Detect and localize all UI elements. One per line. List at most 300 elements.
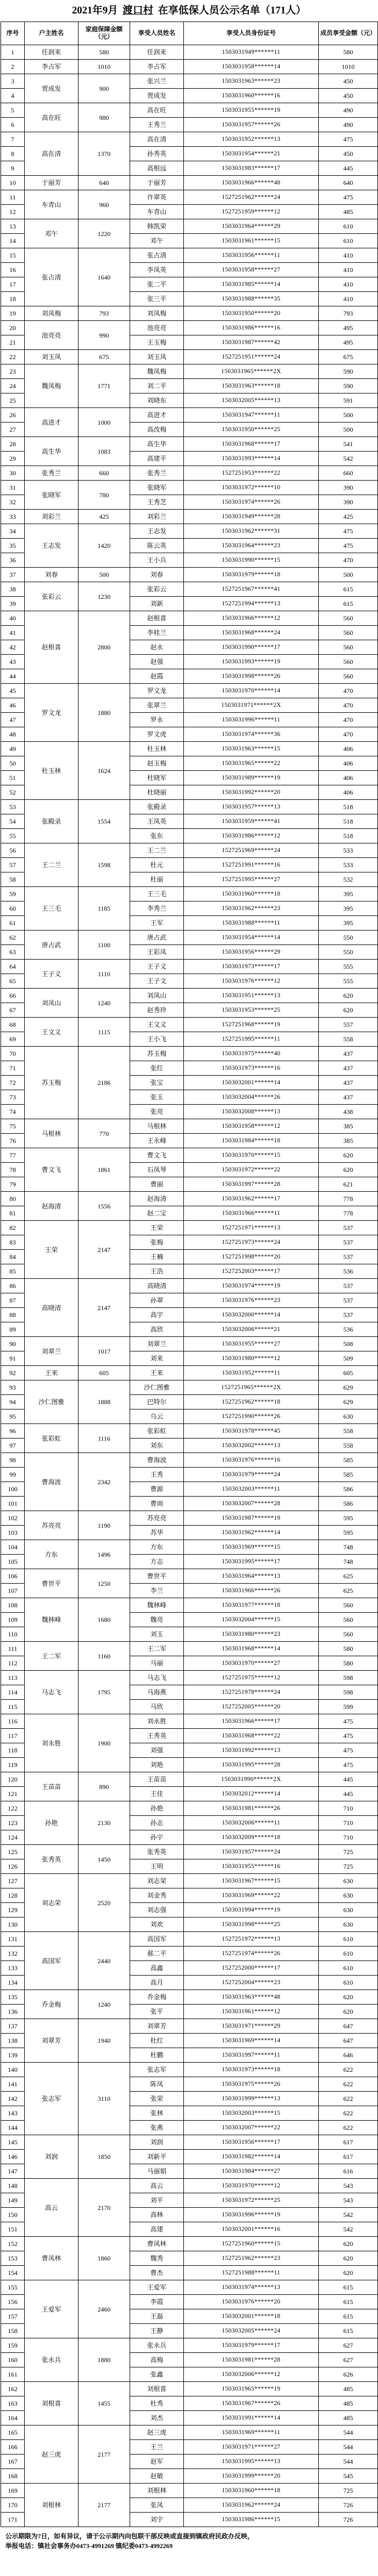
cell-family-amount: 2177 (79, 2484, 130, 2527)
cell-member-amount: 620 (319, 1148, 378, 1163)
cell-member-name: 赵二宝 (130, 1206, 184, 1221)
cell-head: 张永兵 (25, 2338, 79, 2382)
cell-id-number: 1503031957******24 (184, 1845, 319, 1859)
cell-id-number: 1503031955******27 (184, 1337, 319, 1351)
cell-id-number: 1503031990******2X (184, 1772, 319, 1787)
cell-member-name: 魏凤梅 (130, 364, 184, 379)
cell-no: 161 (1, 2367, 25, 2382)
cell-id-number: 1503032006******11 (184, 1816, 319, 1830)
cell-head: 苏亮亮 (25, 1511, 79, 1540)
cell-no: 126 (1, 1859, 25, 1874)
cell-no: 54 (1, 814, 25, 829)
cell-head: 任润来 (25, 45, 79, 60)
cell-id-number: 1503032005******13 (184, 393, 319, 408)
cell-member-amount: 748 (319, 1540, 378, 1555)
cell-id-number: 1527251960******15 (184, 2237, 319, 2251)
cell-id-number: 1503031987******42 (184, 335, 319, 350)
cell-member-amount: 725 (319, 1845, 378, 1859)
table-row (1, 2179, 378, 2193)
cell-member-amount: 615 (319, 597, 378, 611)
cell-member-name: 乌云 (130, 1409, 184, 1424)
cell-id-number: 1503031967******26 (184, 2396, 319, 2411)
cell-head: 曹凤林 (25, 2237, 79, 2280)
cell-member-amount: 485 (319, 2396, 378, 2411)
cell-family-amount: 640 (79, 176, 130, 190)
cell-id-number: 1503032000******14 (184, 1308, 319, 1322)
cell-member-name: 于丽芳 (130, 176, 184, 190)
cell-member-name: 孙志 (130, 1816, 184, 1830)
table-row (1, 1932, 378, 1947)
cell-member-amount: 475 (319, 132, 378, 147)
cell-member-name: 刘强 (130, 1743, 184, 1758)
cell-no: 4 (1, 89, 25, 103)
cell-member-amount: 437 (319, 1061, 378, 1076)
table-row (1, 2135, 378, 2150)
cell-id-number: 1503031979******17 (184, 2338, 319, 2353)
cell-id-number: 1503031963******18 (184, 379, 319, 393)
cell-member-name: 任润来 (130, 45, 184, 60)
cell-member-name: 刘杰 (130, 2411, 184, 2425)
cell-head: 苏玉梅 (25, 1047, 79, 1119)
footer-line-2: 举报电话：镇社会事务办0473-4991269 镇纪委0473-4992269 (5, 2542, 173, 2550)
cell-member-amount: 598 (319, 1671, 378, 1685)
cell-id-number: 1503032003******11 (184, 1482, 319, 1497)
cell-head: 贾成发 (25, 74, 79, 103)
cell-member-amount: 620 (319, 1003, 378, 1018)
cell-no: 74 (1, 1105, 25, 1119)
cell-member-name: 刘新平 (130, 2150, 184, 2164)
page-title (0, 0, 378, 22)
table-row (1, 1279, 378, 1293)
cell-member-amount: 629 (319, 1395, 378, 1409)
cell-id-number: 1503032006******12 (184, 2367, 319, 2382)
cell-id-number: 1503032007******28 (184, 1497, 319, 1511)
cell-id-number: 1527251972******13 (184, 1932, 319, 1947)
cell-member-amount: 509 (319, 1351, 378, 1366)
cell-no: 107 (1, 1584, 25, 1598)
cell-member-amount: 395 (319, 916, 378, 931)
cell-no: 86 (1, 1279, 25, 1293)
cell-member-name: 张亮 (130, 1105, 184, 1119)
cell-family-amount: 2147 (79, 1279, 130, 1337)
cell-member-name: 刘根喜 (130, 2382, 184, 2396)
cell-family-amount: 1083 (79, 437, 130, 466)
cell-no: 18 (1, 292, 25, 306)
cell-member-name: 刘志强 (130, 1903, 184, 1917)
cell-id-number: 1503031973******16 (184, 1061, 319, 1076)
cell-member-amount: 406 (319, 785, 378, 800)
cell-member-name: 王佳 (130, 1787, 184, 1801)
title-text: 在享低保人员公示名单（171人） (158, 5, 306, 16)
cell-head: 王二军 (25, 1642, 79, 1671)
cell-member-amount: 495 (319, 335, 378, 350)
cell-id-number: 1503031968******24 (184, 626, 319, 640)
cell-id-number: 1503031969******11 (184, 2425, 319, 2440)
cell-no: 155 (1, 2280, 25, 2295)
cell-head: 张晓军 (25, 481, 79, 510)
cell-member-name: 韩凯荣 (130, 219, 184, 234)
cell-family-amount: 1010 (79, 60, 130, 74)
cell-member-name: 孙秀英 (130, 147, 184, 161)
cell-member-name: 杜鹏 (130, 2048, 184, 2063)
cell-member-name: 马海燕 (130, 1685, 184, 1700)
cell-member-name: 王玉梅 (130, 335, 184, 350)
cell-member-name: 罗文龙 (130, 684, 184, 698)
cell-family-amount: 1940 (79, 2019, 130, 2063)
cell-id-number: 1527251994******13 (184, 597, 319, 611)
cell-id-number: 1503031976******23 (184, 1293, 319, 1308)
cell-member-amount: 778 (319, 1192, 378, 1206)
cell-no: 140 (1, 2063, 25, 2077)
cell-no: 95 (1, 1409, 25, 1424)
cell-member-amount: 542 (319, 2208, 378, 2222)
cell-member-amount: 537 (319, 1235, 378, 1250)
cell-id-number: 1527251975******12 (184, 1671, 319, 1685)
cell-head: 王三毛 (25, 887, 79, 931)
cell-id-number: 1503031995******13 (184, 2455, 319, 2469)
cell-member-amount: 518 (319, 814, 378, 829)
cell-no: 75 (1, 1119, 25, 1134)
cell-member-amount: 410 (319, 277, 378, 292)
cell-no: 87 (1, 1293, 25, 1308)
cell-member-name: 刘来 (130, 1351, 184, 1366)
cell-member-name: 张兴兰 (130, 74, 184, 89)
cell-member-amount: 541 (319, 437, 378, 452)
cell-family-amount: 1556 (79, 1192, 130, 1221)
cell-no: 82 (1, 1221, 25, 1235)
cell-no: 168 (1, 2469, 25, 2484)
cell-head: 赵海清 (25, 1192, 79, 1221)
cell-id-number: 1503031986******16 (184, 321, 319, 335)
cell-member-amount: 793 (319, 306, 378, 321)
cell-no: 32 (1, 495, 25, 510)
cell-id-number: 1503031958******27 (184, 263, 319, 277)
cell-head: 高在旺 (25, 103, 79, 132)
cell-member-name: 曹世平 (130, 1569, 184, 1584)
cell-id-number: 1503031985******14 (184, 277, 319, 292)
cell-no: 98 (1, 1453, 25, 1468)
cell-member-amount: 537 (319, 1279, 378, 1293)
cell-no: 84 (1, 1250, 25, 1264)
cell-id-number: 1503031956******29 (184, 945, 319, 960)
table-row (1, 103, 378, 118)
cell-no: 13 (1, 219, 25, 234)
cell-no: 103 (1, 1526, 25, 1540)
cell-member-amount: 390 (319, 495, 378, 510)
cell-no: 89 (1, 1322, 25, 1337)
table-body (1, 45, 378, 2527)
cell-no: 6 (1, 118, 25, 132)
cell-no: 83 (1, 1235, 25, 1250)
cell-id-number: 1503031957******13 (184, 800, 319, 814)
cell-head: 于丽芳 (25, 176, 79, 190)
cell-no: 139 (1, 2048, 25, 2063)
cell-member-amount: 616 (319, 2164, 378, 2179)
cell-member-amount: 590 (319, 364, 378, 379)
cell-family-amount: 675 (79, 350, 130, 364)
cell-id-number: 1527251998******20 (184, 1250, 319, 1264)
cell-id-number: 1503031970******15 (184, 1148, 319, 1163)
cell-member-name: 高林 (130, 2208, 184, 2222)
cell-member-name: 王明 (130, 1859, 184, 1874)
cell-family-amount: 1880 (79, 684, 130, 742)
cell-member-name: 王静 (130, 2324, 184, 2338)
cell-member-name: 李凤英 (130, 263, 184, 277)
cell-no: 60 (1, 901, 25, 916)
table-row (1, 176, 378, 190)
cell-no: 15 (1, 248, 25, 263)
cell-member-amount: 470 (319, 684, 378, 698)
cell-member-name: 刘艳 (130, 1758, 184, 1772)
cell-no: 101 (1, 1497, 25, 1511)
cell-id-number: 1503031976******12 (184, 974, 319, 989)
cell-family-amount: 1496 (79, 1540, 130, 1569)
cell-family-amount: 1116 (79, 1424, 130, 1453)
cell-id-number: 1503031981******28 (184, 2353, 319, 2367)
cell-member-name: 王秀芝 (130, 495, 184, 510)
cell-id-number: 1503032005******24 (184, 2324, 319, 2338)
cell-member-name: 杜红 (130, 2034, 184, 2048)
cell-no: 28 (1, 437, 25, 452)
cell-member-amount: 485 (319, 2382, 378, 2396)
cell-no: 111 (1, 1642, 25, 1656)
cell-member-name: 张红 (130, 1061, 184, 1076)
cell-no: 22 (1, 350, 25, 364)
table-row (1, 190, 378, 205)
footer-line-1: 公示期限为7日，如有异议，请于公示期内向包联干部反映或直接到镇政府民政办反映， (5, 2532, 254, 2540)
cell-head: 邓午 (25, 219, 79, 248)
cell-no: 94 (1, 1395, 25, 1409)
cell-member-amount: 536 (319, 1322, 378, 1337)
cell-member-name: 王二兰 (130, 843, 184, 858)
cell-member-amount: 615 (319, 2295, 378, 2309)
cell-member-name: 王秀英 (130, 1729, 184, 1743)
cell-member-amount: 490 (319, 118, 378, 132)
cell-head: 王子义 (25, 960, 79, 989)
cell-family-amount: 1370 (79, 132, 130, 176)
cell-member-name: 赵根喜 (130, 611, 184, 626)
cell-id-number: 1503031972******25 (184, 2193, 319, 2208)
cell-family-amount: 1000 (79, 408, 130, 437)
cell-member-name: 王来 (130, 1366, 184, 1380)
cell-family-amount: 1880 (79, 2338, 130, 2382)
cell-member-amount: 425 (319, 510, 378, 524)
cell-family-amount: 1017 (79, 1337, 130, 1366)
cell-no: 157 (1, 2309, 25, 2324)
cell-member-amount: 544 (319, 2455, 378, 2469)
cell-member-amount: 580 (319, 45, 378, 60)
cell-member-name: 罗文虎 (130, 727, 184, 742)
cell-member-amount: 615 (319, 2309, 378, 2324)
table-row (1, 800, 378, 814)
cell-no: 34 (1, 524, 25, 539)
cell-id-number: 1503031971******2X (184, 698, 319, 713)
cell-family-amount: 1420 (79, 524, 130, 568)
cell-member-amount: 537 (319, 1308, 378, 1322)
cell-no: 42 (1, 640, 25, 655)
cell-id-number: 1503031966******11 (184, 1206, 319, 1221)
table-row (1, 568, 378, 582)
cell-id-number: 1503031983******17 (184, 161, 319, 176)
cell-no: 92 (1, 1366, 25, 1380)
cell-member-amount: 475 (319, 1758, 378, 1772)
cell-member-amount: 445 (319, 1787, 378, 1801)
cell-no: 79 (1, 1177, 25, 1192)
cell-no: 23 (1, 364, 25, 379)
cell-no: 44 (1, 669, 25, 684)
cell-family-amount: 1190 (79, 1511, 130, 1540)
cell-member-amount: 475 (319, 539, 378, 553)
cell-member-name: 王志发 (130, 524, 184, 539)
cell-member-name: 陈凤 (130, 2077, 184, 2092)
cell-no: 112 (1, 1656, 25, 1671)
cell-no: 48 (1, 727, 25, 742)
cell-id-number: 1503031970******14 (184, 684, 319, 698)
cell-no: 165 (1, 2425, 25, 2440)
cell-id-number: 1527251991******16 (184, 858, 319, 872)
cell-member-amount: 620 (319, 2237, 378, 2251)
cell-member-amount: 591 (319, 393, 378, 408)
cell-id-number: 1503032009******18 (184, 1830, 319, 1845)
cell-no: 153 (1, 2251, 25, 2266)
cell-no: 113 (1, 1671, 25, 1685)
cell-family-amount: 1771 (79, 364, 130, 408)
cell-id-number: 1503032001******18 (184, 2309, 319, 2324)
cell-family-amount: 780 (79, 481, 130, 510)
cell-head: 乔金梅 (25, 1990, 79, 2019)
cell-family-amount: 2440 (79, 1932, 130, 1990)
table-row (1, 1047, 378, 1061)
cell-member-name: 郝二平 (130, 1947, 184, 1961)
cell-member-amount: 485 (319, 2411, 378, 2425)
cell-family-amount: 2520 (79, 1874, 130, 1932)
cell-member-name: 刘玉 (130, 1627, 184, 1642)
cell-id-number: 1503031994******19 (184, 1903, 319, 1917)
cell-head: 沙仁图雅 (25, 1380, 79, 1424)
cell-id-number: 1503031971******29 (184, 2019, 319, 2034)
cell-no: 88 (1, 1308, 25, 1322)
table-row (1, 1569, 378, 1584)
cell-no: 116 (1, 1714, 25, 1729)
cell-id-number: 1527251969******24 (184, 843, 319, 858)
table-row (1, 1380, 378, 1395)
cell-no: 1 (1, 45, 25, 60)
cell-id-number: 1503031961******15 (184, 234, 319, 248)
cell-member-amount: 410 (319, 248, 378, 263)
cell-no: 35 (1, 539, 25, 553)
cell-member-amount: 620 (319, 1990, 378, 2005)
cell-id-number: 1527251978******24 (184, 1685, 319, 1700)
cell-member-amount: 610 (319, 219, 378, 234)
cell-family-amount: 990 (79, 321, 130, 350)
cell-member-name: 刘欢 (130, 1917, 184, 1932)
cell-member-amount: 544 (319, 2425, 378, 2440)
cell-no: 64 (1, 960, 25, 974)
cell-member-amount: 475 (319, 1743, 378, 1758)
cell-no: 151 (1, 2222, 25, 2237)
cell-id-number: 1503031974******13 (184, 2280, 319, 2295)
cell-no: 91 (1, 1351, 25, 1366)
cell-id-number: 1503031998******25 (184, 1917, 319, 1932)
cell-head: 张志军 (25, 2063, 79, 2135)
table-row (1, 1598, 378, 1613)
cell-member-amount: 726 (319, 2513, 378, 2527)
cell-member-name: 沙仁图雅 (130, 1380, 184, 1395)
cell-family-amount: 1220 (79, 219, 130, 248)
cell-member-amount: 450 (319, 74, 378, 89)
cell-id-number: 1503031969******22 (184, 1888, 319, 1903)
title-date: 2021年9月 (72, 5, 118, 16)
cell-member-amount: 437 (319, 1090, 378, 1105)
cell-no: 104 (1, 1540, 25, 1555)
cell-id-number: 1503031978******45 (184, 1424, 319, 1439)
cell-member-name: 魏亮 (130, 1613, 184, 1627)
table-row (1, 2484, 378, 2498)
cell-id-number: 1503031968******17 (184, 437, 319, 452)
cell-member-amount: 625 (319, 1569, 378, 1584)
cell-no: 67 (1, 1003, 25, 1018)
cell-no: 62 (1, 931, 25, 945)
cell-member-amount: 545 (319, 2469, 378, 2484)
cell-id-number: 1503032008******13 (184, 1105, 319, 1119)
cell-no: 143 (1, 2106, 25, 2121)
cell-member-name: 张彩虹 (130, 1424, 184, 1439)
cell-member-amount: 617 (319, 2150, 378, 2164)
cell-id-number: 1503031998******26 (184, 669, 319, 684)
cell-no: 43 (1, 655, 25, 669)
cell-member-name: 王秀 (130, 1468, 184, 1482)
cell-member-name: 马根林 (130, 1119, 184, 1134)
cell-member-name: 王子文 (130, 974, 184, 989)
notice-footer (0, 2527, 378, 2551)
cell-member-name: 刘根林 (130, 2484, 184, 2498)
cell-id-number: 1503031976******16 (184, 1453, 319, 1468)
cell-head: 唐占武 (25, 931, 79, 960)
table-row (1, 1018, 378, 1032)
cell-member-amount: 598 (319, 1685, 378, 1700)
cell-family-amount: 500 (79, 568, 130, 582)
cell-member-name: 刘凤梅 (130, 306, 184, 321)
cell-id-number: 1527251974******26 (184, 1947, 319, 1961)
cell-member-amount: 627 (319, 2353, 378, 2367)
table-row (1, 321, 378, 335)
cell-no: 63 (1, 945, 25, 960)
cell-member-name: 杜秀 (130, 2396, 184, 2411)
cell-member-amount: 725 (319, 1859, 378, 1874)
cell-id-number: 1503031962******24 (184, 2498, 319, 2513)
cell-member-amount: 622 (319, 2063, 378, 2077)
cell-family-amount: 2147 (79, 1221, 130, 1279)
cell-head: 孙艳 (25, 1801, 79, 1845)
cell-family-amount: 2177 (79, 2425, 130, 2484)
cell-family-amount: 1598 (79, 843, 130, 887)
cell-no: 171 (1, 2513, 25, 2527)
cell-head: 王来 (25, 1366, 79, 1380)
cell-member-amount: 406 (319, 771, 378, 785)
cell-id-number: 1503031962******31 (184, 524, 319, 539)
cell-id-number: 1503031957******26 (184, 118, 319, 132)
cell-no: 117 (1, 1729, 25, 1743)
cell-member-name: 张林 (130, 2106, 184, 2121)
table-row (1, 510, 378, 524)
cell-no: 57 (1, 858, 25, 872)
cell-member-amount: 508 (319, 1337, 378, 1351)
cell-family-amount: 1624 (79, 742, 130, 800)
cell-member-amount: 646 (319, 2048, 378, 2063)
table-row (1, 1221, 378, 1235)
cell-member-name: 王兰 (130, 2440, 184, 2455)
table-row (1, 219, 378, 234)
